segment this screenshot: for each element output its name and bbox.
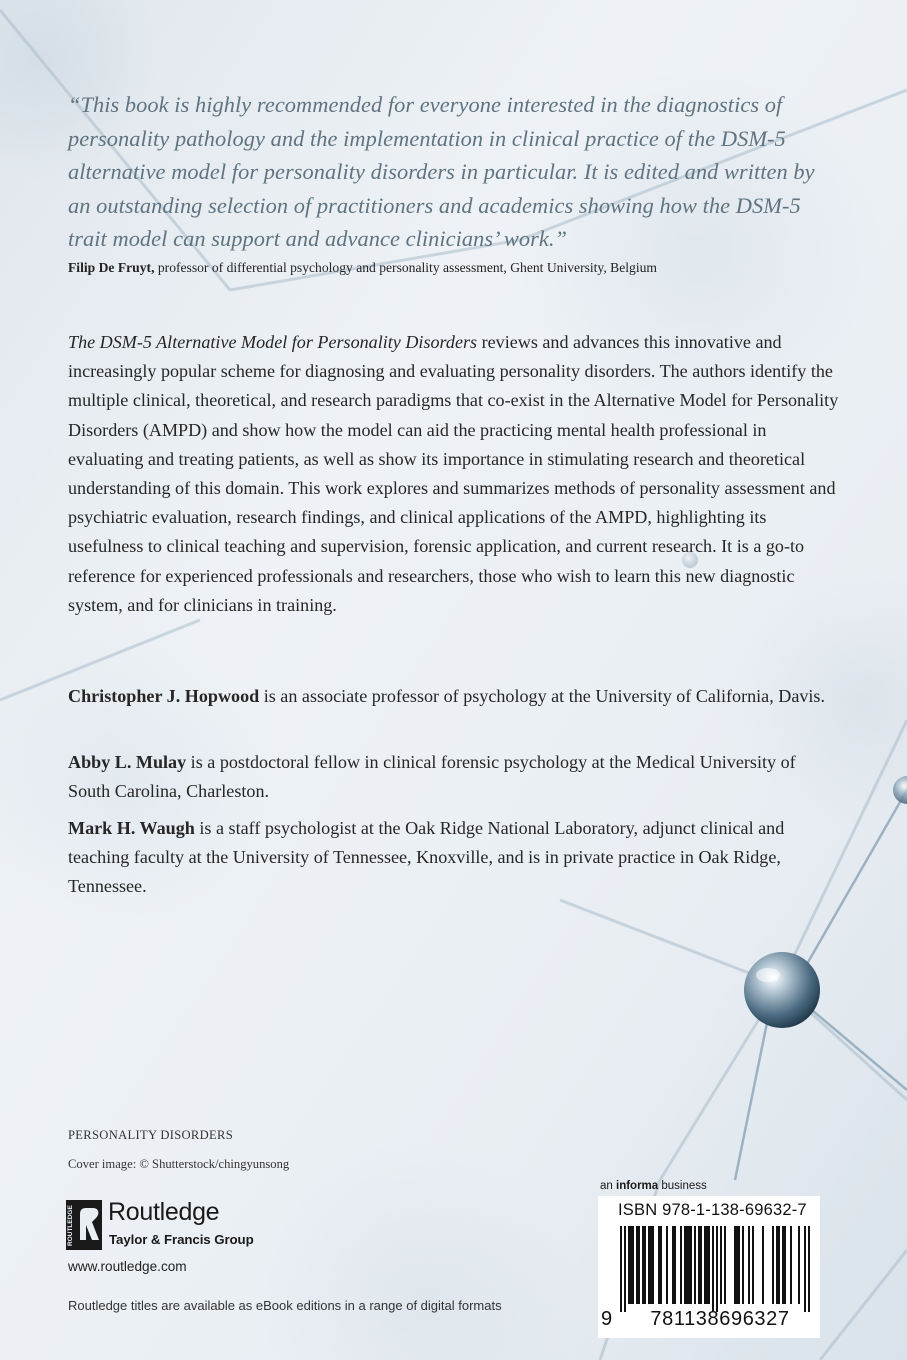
- ebook-note: Routledge titles are available as eBook editions in a range of digital formats: [68, 1298, 502, 1313]
- barcode-bar: [712, 1226, 714, 1312]
- barcode-bar: [694, 1226, 696, 1304]
- barcode-bar: [686, 1226, 688, 1304]
- publisher-website-link[interactable]: www.routledge.com: [68, 1259, 187, 1274]
- barcode-bar: [620, 1226, 622, 1312]
- isbn-barcode: [598, 1196, 820, 1338]
- subject-category: PERSONALITY DISORDERS: [68, 1128, 234, 1142]
- cover-image-credit: Cover image: © Shutterstock/chingyunsong: [68, 1157, 290, 1171]
- description-text: reviews and advances this innovative and increasingly popular scheme for diagnosing and evaluating personality disorders. The authors identify the multiple clinical, theoretical, and research paradigms that co-exist in the Alternative Model for Personality Disorders (AMPD) and show how the model can aid the practicing mental health professional in evaluating and treating patients, as well as show its importance in stimulating research and theoretical understanding of this domain. This work explores and summarizes methods of personality assessment and psychiatric evaluation, research findings, and clinical applications of the AMPD, highlighting its usefulness to clinical teaching and supervision, forensic application, and current research. It is a go-to reference for experienced professionals and researchers, those who wish to learn this new diagnostic system, and for clinicians in training.: [68, 332, 839, 615]
- author-name: Mark H. Waugh: [68, 818, 195, 838]
- barcode-bar: [762, 1226, 764, 1304]
- barcode-bar: [698, 1226, 700, 1304]
- author-bio-text: is a postdoctoral fellow in clinical forensic psychology at the Medical University of South Carolina, Charleston.: [68, 752, 796, 802]
- barcode-bar: [782, 1226, 784, 1304]
- barcode-bar: [672, 1226, 674, 1304]
- author-bio: [68, 814, 828, 902]
- author-name: Abby L. Mulay: [68, 752, 187, 772]
- informa-prefix: an: [600, 1180, 613, 1192]
- barcode-bar: [624, 1226, 626, 1312]
- informa-business-tagline: [600, 1180, 707, 1192]
- barcode-bar: [784, 1226, 786, 1304]
- logo-vertical-text: ROUTLEDGE: [67, 1205, 74, 1246]
- barcode-bar: [700, 1226, 702, 1304]
- barcode-bar: [652, 1226, 654, 1304]
- barcode-bar: [720, 1226, 722, 1304]
- author-name: Christopher J. Hopwood: [68, 686, 260, 706]
- barcode-bar: [804, 1226, 806, 1312]
- author-bio: [68, 748, 828, 806]
- barcode-bar: [708, 1226, 710, 1304]
- barcode-bar: [748, 1226, 750, 1304]
- publisher-name: Routledge: [108, 1198, 220, 1226]
- barcode-bar: [734, 1226, 736, 1304]
- isbn-label: ISBN 978-1-138-69632-7: [618, 1201, 807, 1219]
- barcode-bar: [724, 1226, 726, 1304]
- barcode-bar: [706, 1226, 708, 1304]
- barcode-bar: [798, 1226, 800, 1304]
- barcode-bar: [790, 1226, 792, 1304]
- routledge-logo-icon: [66, 1200, 102, 1250]
- barcode-bar: [642, 1226, 644, 1304]
- barcode-bar: [736, 1226, 738, 1304]
- book-title: The DSM-5 Alternative Model for Personality Disorders: [68, 332, 478, 352]
- barcode-bar: [660, 1226, 662, 1304]
- barcode-bar: [648, 1226, 650, 1304]
- author-bio-text: is a staff psychologist at the Oak Ridge National Laboratory, adjunct clinical and teaching faculty at the University of Tennessee, Knoxville, and is in private practice in Oak Ridge, Tennessee.: [68, 818, 785, 897]
- barcode-bar: [680, 1226, 682, 1304]
- barcode-bar: [716, 1226, 718, 1312]
- barcode-first-digit: 9: [601, 1308, 613, 1330]
- barcode-bar: [658, 1226, 660, 1304]
- barcode-bar: [636, 1226, 638, 1304]
- publisher-logo: [66, 1196, 286, 1256]
- author-bio: [68, 682, 828, 711]
- barcode-bar: [688, 1226, 690, 1304]
- barcode-bar: [690, 1226, 692, 1304]
- reviewer-name: Filip De Fruyt,: [68, 260, 155, 275]
- barcode-bar: [630, 1226, 632, 1304]
- barcode-digits: 781138696327: [650, 1308, 790, 1330]
- informa-brand: informa: [616, 1180, 659, 1192]
- review-quote: “This book is highly recommended for everyone interested in the diagnostics of personality pathology and the implementation in clinical practice of the DSM-5 alternative model for personality disorders in particular. It is edited and written by an outstanding selection of practitioners and academics showing how the DSM-5 trait model can support and advance clinicians’ work.”: [68, 92, 815, 251]
- barcode-bar: [628, 1226, 630, 1304]
- barcode-bar: [808, 1226, 810, 1312]
- barcode-bar: [684, 1226, 686, 1304]
- barcode-bar: [704, 1226, 706, 1304]
- barcode-bar: [778, 1226, 780, 1304]
- barcode-bar: [674, 1226, 676, 1304]
- barcode-bar: [644, 1226, 646, 1304]
- barcode-bar: [632, 1226, 634, 1304]
- barcode-bar: [738, 1226, 740, 1304]
- informa-suffix: business: [661, 1180, 707, 1192]
- barcode-bar: [638, 1226, 640, 1304]
- barcode-bar: [742, 1226, 744, 1304]
- reviewer-title: professor of differential psychology and personality assessment, Ghent University, Belgium: [157, 260, 657, 275]
- publisher-group: Taylor & Francis Group: [109, 1232, 254, 1247]
- book-description: [68, 328, 840, 620]
- barcode-bar: [650, 1226, 652, 1304]
- author-bio-text: is an associate professor of psychology at the University of California, Davis.: [263, 686, 825, 706]
- barcode-bar: [776, 1226, 778, 1304]
- barcode-bar: [666, 1226, 668, 1304]
- barcode-bar: [772, 1226, 774, 1304]
- barcode-bar: [752, 1226, 754, 1304]
- review-attribution: [68, 259, 868, 277]
